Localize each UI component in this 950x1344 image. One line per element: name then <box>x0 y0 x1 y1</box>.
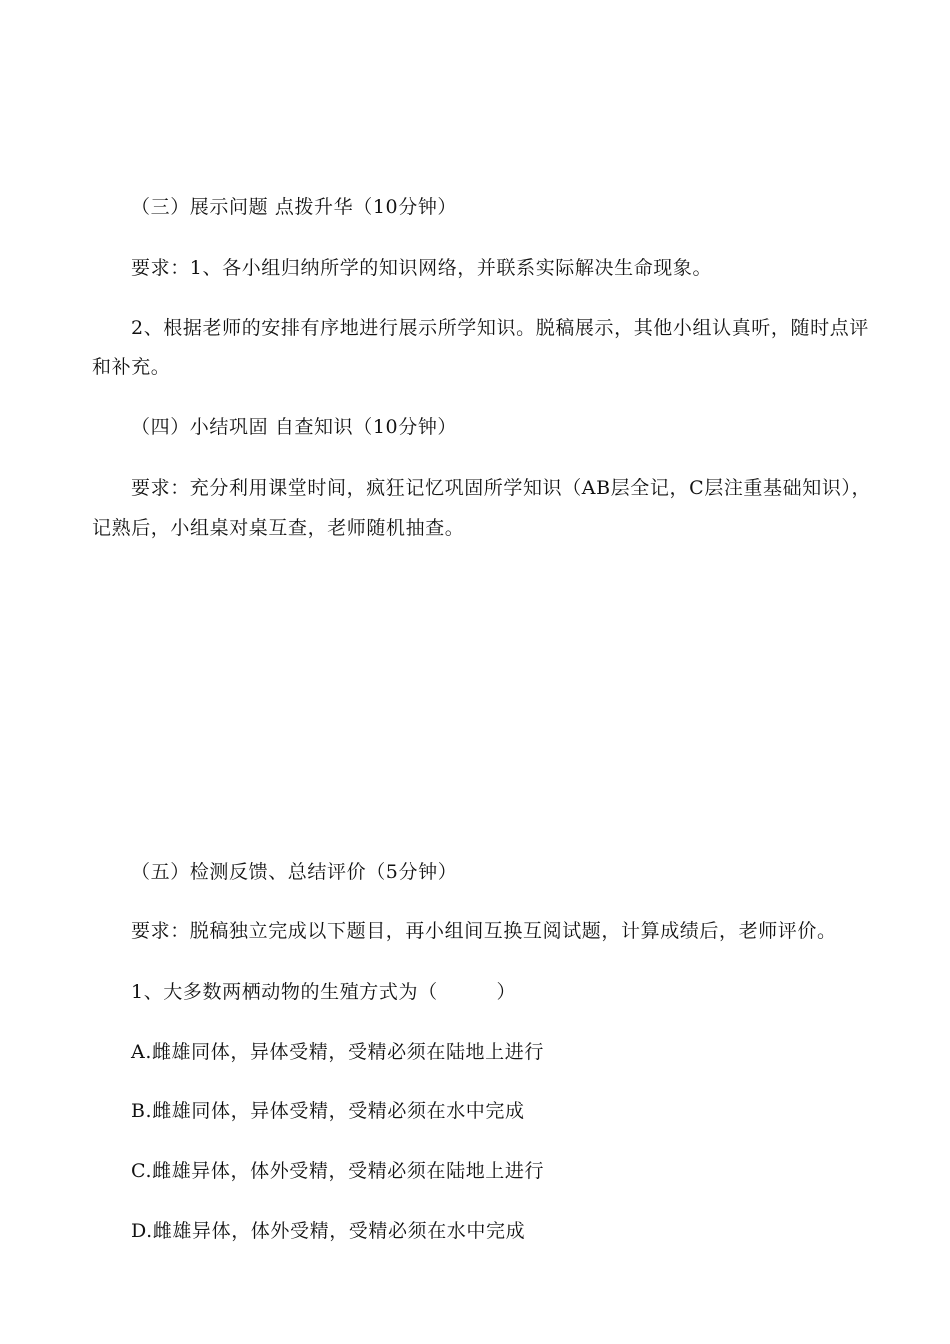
question-1-option-b: B.雌雄同体，异体受精，受精必须在水中完成 <box>131 1100 525 1122</box>
section-4-heading: （四）小结巩固 自查知识（10分钟） <box>131 416 458 438</box>
section-3-requirement-2-line-2: 和补充。 <box>92 356 171 378</box>
section-5-heading: （五）检测反馈、总结评价（5分钟） <box>131 861 458 883</box>
section-5-requirement: 要求：脱稿独立完成以下题目，再小组间互换互阅试题，计算成绩后，老师评价。 <box>131 920 837 942</box>
question-1-stem: 1、大多数两栖动物的生殖方式为（ ） <box>131 981 517 1003</box>
section-3-requirement-2-line-1: 2、根据老师的安排有序地进行展示所学知识。脱稿展示，其他小组认真听，随时点评 <box>131 317 869 339</box>
question-1-option-d: D.雌雄异体，体外受精，受精必须在水中完成 <box>131 1220 526 1242</box>
section-4-requirement-line-1: 要求：充分利用课堂时间，疯狂记忆巩固所学知识（AB层全记，C层注重基础知识）， <box>131 477 872 499</box>
question-1-option-a: A.雌雄同体，异体受精，受精必须在陆地上进行 <box>131 1041 544 1063</box>
section-4-requirement-line-2: 记熟后，小组桌对桌互查，老师随机抽查。 <box>92 517 465 539</box>
question-1-option-c: C.雌雄异体，体外受精，受精必须在陆地上进行 <box>131 1160 545 1182</box>
section-3-heading: （三）展示问题 点拨升华（10分钟） <box>131 196 458 218</box>
section-3-requirement-1: 要求：1、各小组归纳所学的知识网络，并联系实际解决生命现象。 <box>131 257 713 279</box>
